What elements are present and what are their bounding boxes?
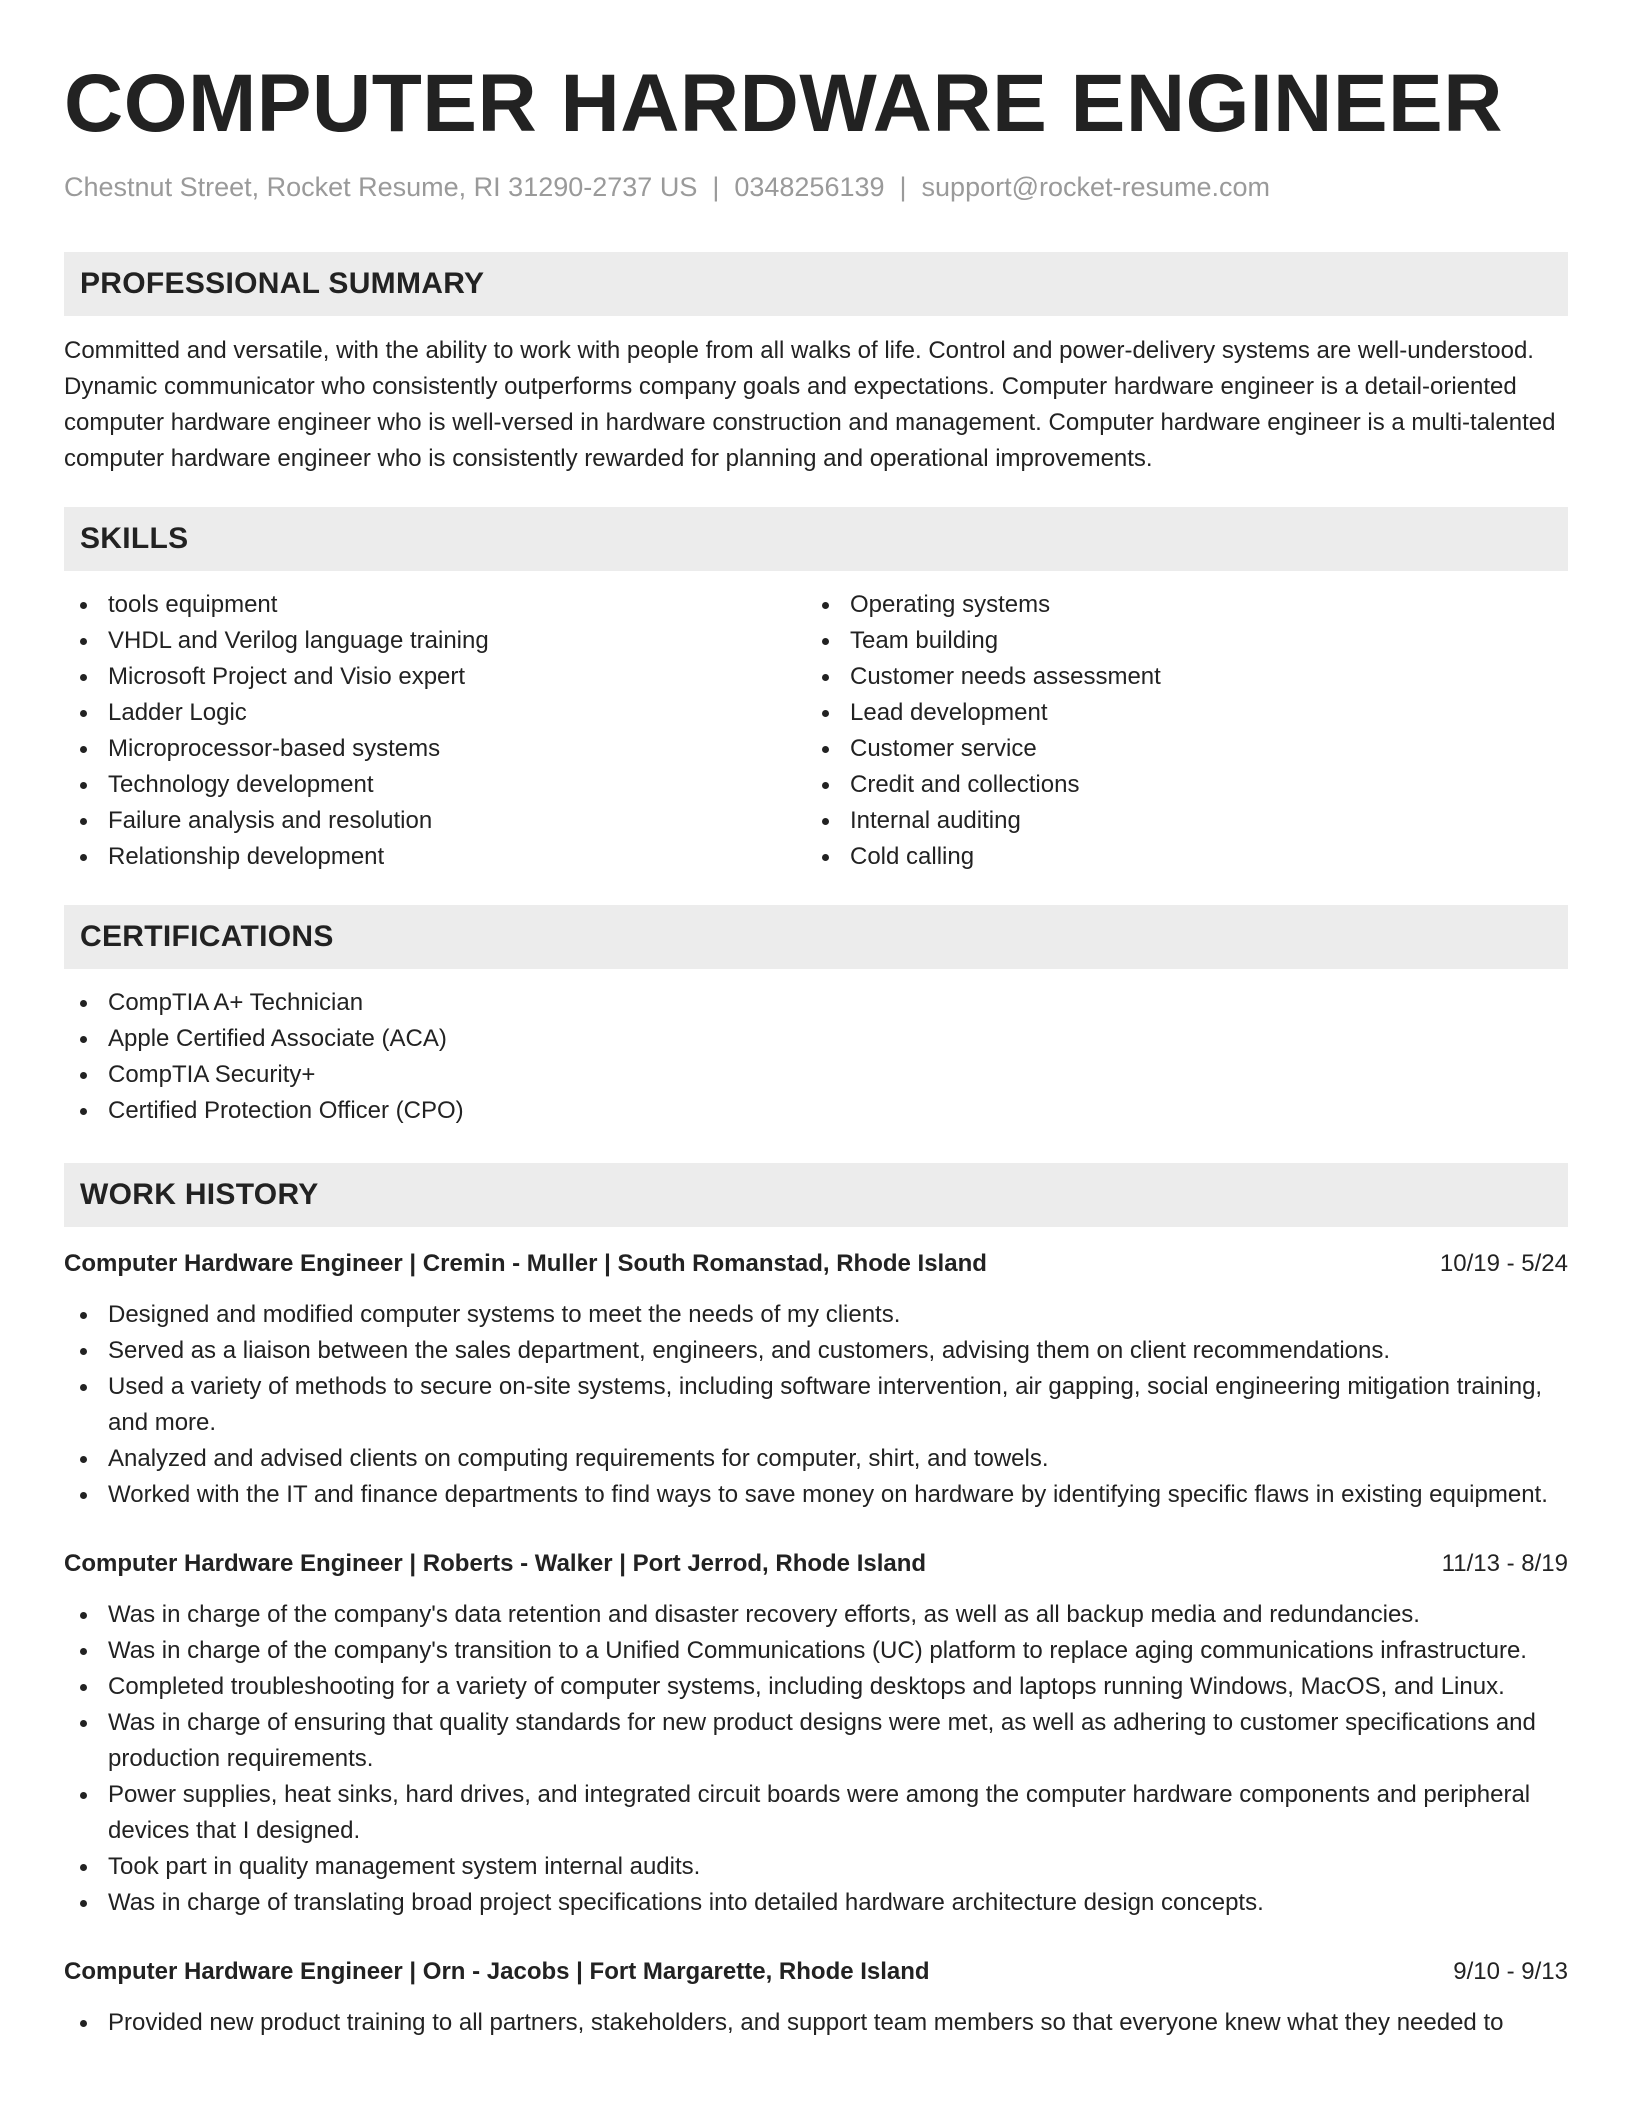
skill-item: Technology development [64, 767, 806, 803]
job-bullet: Power supplies, heat sinks, hard drives, and integrated circuit boards were among the computer hardware components and peripheral devices that I designed. [64, 1777, 1568, 1849]
skill-item: Customer needs assessment [806, 659, 1548, 695]
skills-list-left [64, 587, 806, 875]
contact-address: Chestnut Street, Rocket Resume, RI 31290-2737 US [64, 172, 698, 202]
skill-item: Microprocessor-based systems [64, 731, 806, 767]
job-bullet-list [64, 2005, 1568, 2041]
job-title: Computer Hardware Engineer | Roberts - Walker | Port Jerrod, Rhode Island [64, 1550, 927, 1577]
section-heading-summary: PROFESSIONAL SUMMARY [64, 252, 1568, 316]
certification-item: CompTIA Security+ [64, 1057, 1568, 1093]
skill-item: Operating systems [806, 587, 1548, 623]
job-bullet: Analyzed and advised clients on computing requirements for computer, shirt, and towels. [64, 1441, 1568, 1477]
skill-item: VHDL and Verilog language training [64, 623, 806, 659]
section-heading-work-history: WORK HISTORY [64, 1163, 1568, 1227]
skill-item: tools equipment [64, 587, 806, 623]
skill-item: Credit and collections [806, 767, 1548, 803]
job-bullet: Took part in quality management system internal audits. [64, 1849, 1568, 1885]
skill-item: Customer service [806, 731, 1548, 767]
certification-item: CompTIA A+ Technician [64, 985, 1568, 1021]
job-header [64, 1247, 1568, 1281]
job-bullet: Served as a liaison between the sales department, engineers, and customers, advising them on client recommendations. [64, 1333, 1568, 1369]
contact-phone: 0348256139 [734, 172, 885, 202]
job-bullet: Provided new product training to all partners, stakeholders, and support team members so that everyone knew what they needed to [64, 2005, 1568, 2041]
skills-grid [64, 587, 1568, 875]
work-history-list [64, 1247, 1568, 2041]
skill-item: Team building [806, 623, 1548, 659]
summary-text: Committed and versatile, with the ability to work with people from all walks of life. Control and power-delivery systems are well-understood. Dynamic communicator who consistently outperforms company goals and expectations. Computer hardware engineer is a detail-oriented computer hardware engineer who is well-versed in hardware construction and management. Computer hardware engineer is a multi-talented computer hardware engineer who is consistently rewarded for planning and operational improvements. [64, 337, 1556, 472]
job-bullet: Used a variety of methods to secure on-site systems, including software intervention, air gapping, social engineering mitigation training, and more. [64, 1369, 1568, 1441]
section-heading-skills: SKILLS [64, 507, 1568, 571]
resume-name-heading: COMPUTER HARDWARE ENGINEER [64, 58, 1503, 149]
job-bullet: Was in charge of the company's data retention and disaster recovery efforts, as well as all backup media and redundancies. [64, 1597, 1568, 1633]
certification-item: Apple Certified Associate (ACA) [64, 1021, 1568, 1057]
job-dates: 9/10 - 9/13 [1453, 1958, 1568, 1985]
job-entry [64, 1955, 1568, 2041]
skill-item: Ladder Logic [64, 695, 806, 731]
skill-item: Failure analysis and resolution [64, 803, 806, 839]
job-title: Computer Hardware Engineer | Cremin - Muller | South Romanstad, Rhode Island [64, 1250, 987, 1277]
contact-line [64, 170, 1568, 204]
contact-email: support@rocket-resume.com [921, 172, 1271, 202]
job-bullet: Was in charge of translating broad project specifications into detailed hardware architecture design concepts. [64, 1885, 1568, 1921]
skill-item: Lead development [806, 695, 1548, 731]
job-bullet: Worked with the IT and finance departments to find ways to save money on hardware by identifying specific flaws in existing equipment. [64, 1477, 1568, 1513]
job-entry [64, 1547, 1568, 1921]
job-bullet: Was in charge of ensuring that quality standards for new product designs were met, as well as adhering to customer specifications and production requirements. [64, 1705, 1568, 1777]
job-title: Computer Hardware Engineer | Orn - Jacobs | Fort Margarette, Rhode Island [64, 1958, 930, 1985]
certifications-list [64, 985, 1568, 1129]
contact-separator: | [899, 172, 907, 202]
job-bullet-list [64, 1297, 1568, 1513]
skill-item: Internal auditing [806, 803, 1548, 839]
job-header [64, 1955, 1568, 1989]
skill-item: Relationship development [64, 839, 806, 875]
job-entry [64, 1247, 1568, 1513]
job-dates: 11/13 - 8/19 [1441, 1550, 1568, 1577]
job-bullet-list [64, 1597, 1568, 1921]
job-dates: 10/19 - 5/24 [1439, 1250, 1568, 1277]
job-header [64, 1547, 1568, 1581]
job-bullet: Completed troubleshooting for a variety of computer systems, including desktops and laptops running Windows, MacOS, and Linux. [64, 1669, 1568, 1705]
skills-list-right [806, 587, 1548, 875]
certification-item: Certified Protection Officer (CPO) [64, 1093, 1568, 1129]
section-heading-certifications: CERTIFICATIONS [64, 905, 1568, 969]
job-bullet: Was in charge of the company's transition to a Unified Communications (UC) platform to replace aging communications infrastructure. [64, 1633, 1568, 1669]
contact-separator: | [712, 172, 720, 202]
skill-item: Microsoft Project and Visio expert [64, 659, 806, 695]
skill-item: Cold calling [806, 839, 1548, 875]
job-bullet: Designed and modified computer systems to meet the needs of my clients. [64, 1297, 1568, 1333]
